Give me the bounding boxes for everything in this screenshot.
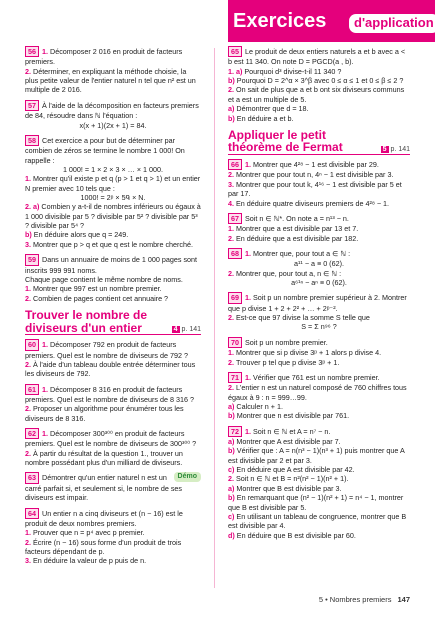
question-marker: 2.: [228, 474, 236, 484]
section-reference: [381, 146, 410, 153]
right-column: [228, 46, 410, 545]
exercise-text: 2. À l'aide d'un tableau double entrée déterminer tous les diviseurs de 792.: [25, 359, 196, 379]
exercise-70: [228, 337, 410, 367]
exercise-text: 2. À partir du résultat de la question 1., trouver un nombre possédant plus d'un milliard de diviseurs.: [25, 448, 183, 468]
exercise-text: 1. Soit n ∈ ℕ et A = n⁷ − n.: [245, 426, 331, 436]
question-marker: 1.: [42, 384, 50, 394]
exercise-number: 68: [228, 248, 242, 259]
exercise-text: 1. Vérifier que 761 est un nombre premier.: [245, 372, 380, 382]
exercise-text: 1. Décomposer 300³⁰⁰ en produit de facteurs premiers. Quel est le nombre de diviseurs de 300³⁰⁰ ?: [25, 429, 197, 449]
section-badge: 4: [173, 325, 178, 333]
exercise-text: 1. Décomposer 792 en produit de facteurs premiers. Quel est le nombre de diviseurs de 792 ?: [25, 340, 188, 360]
question-marker: b): [228, 493, 235, 503]
question-marker: 2.: [228, 170, 236, 180]
exercise-text: 1. Montrer que 997 est un nombre premier.: [25, 284, 162, 294]
question-marker: d): [228, 530, 235, 540]
question-marker: 1. a): [228, 66, 243, 76]
exercise-text: 1. Soit p un nombre premier supérieur à 2. Montrer que p divise 1 + 2 + 2² + … + 2ᵖ⁻².: [228, 293, 407, 313]
question-marker: 2.: [25, 293, 33, 303]
exercise-text: a) Démontrer que d = 18.: [228, 104, 309, 114]
exercise-59: [25, 254, 201, 303]
exercise-number: 59: [25, 254, 39, 265]
question-marker: b): [228, 446, 235, 456]
question-marker: c): [228, 465, 235, 475]
exercise-text: b) En déduire alors que q = 249.: [25, 230, 129, 240]
exercise-63: [25, 472, 201, 502]
question-marker: 2.: [228, 357, 236, 367]
exercise-text: 3. Montrer que pour tout k, 4¹⁶ − 1 est divisible par 5 et par 17.: [228, 179, 402, 199]
exercise-text: a) Montrer que A est divisible par 7.: [228, 437, 341, 447]
demo-badge: Démo: [174, 472, 201, 481]
question-marker: 2.: [25, 448, 33, 458]
exercise-text: 1. Montrer qu'il existe p et q (p > 1 et q > 1) et un entier N premier avec 10 tels que :: [25, 174, 201, 193]
section-page: p. 141: [390, 145, 410, 153]
exercise-56: [25, 46, 201, 95]
question-marker: 1.: [228, 348, 236, 358]
exercise-text: b) En déduire a et b.: [228, 113, 294, 123]
exercise-72: [228, 426, 410, 540]
exercise-number: 63: [25, 472, 39, 483]
section-heading: [228, 129, 410, 155]
exercise-text: a) Montrer que B est divisible par 3.: [228, 483, 342, 493]
exercise-text: 2. L'entier n est un naturel composé de 760 chiffres tous égaux à 9 : n = 999…99.: [228, 383, 407, 402]
question-marker: b): [228, 113, 235, 123]
exercise-text: Soit n ∈ ℕ*. On note a = n¹³ − n.: [245, 213, 349, 223]
section-page: p. 141: [181, 325, 201, 333]
exercise-text: 2. En déduire que a est divisible par 182.: [228, 233, 359, 243]
equation: 1 000! = 1 × 2 × 3 × … × 1 000.: [62, 164, 164, 174]
exercise-text: 2. Combien de pages contient cet annuaire ?: [25, 293, 169, 303]
column-divider: [214, 48, 215, 588]
question-marker: a): [228, 104, 235, 114]
equation: S = Σ n⁹⁶ ?: [301, 322, 337, 332]
exercise-text: 2. Déterminer, en expliquant la méthode choisie, la plus petite valeur de l'entier naturel n tel que n² est un multiple de 2 016.: [25, 66, 196, 95]
question-marker: 1.: [245, 426, 253, 436]
exercise-text: b) Montrer que n est divisible par 761.: [228, 411, 350, 421]
exercise-text: Le produit de deux entiers naturels a et b avec a < b est 11 340. On note D = PGCD(a , b).: [228, 47, 406, 67]
exercise-text: Chaque page contient le même nombre de noms.: [25, 274, 183, 284]
exercise-text: 2. Est-ce que 97 divise la somme S telle que: [228, 313, 370, 323]
exercise-68: [228, 248, 410, 287]
question-marker: 1.: [245, 248, 253, 258]
exercise-number: 60: [25, 339, 39, 350]
question-marker: 1.: [25, 284, 33, 294]
exercise-text: 1. Montrer que 4²⁸ − 1 est divisible par 29.: [245, 160, 379, 170]
section-title: Appliquer le petit théorème de Fermat: [228, 127, 343, 155]
question-marker: c): [228, 511, 235, 521]
exercise-67: [228, 213, 410, 243]
exercise-text: c) En déduire que A est divisible par 42.: [228, 465, 355, 475]
exercise-number: 64: [25, 508, 39, 519]
exercise-text: 2. Proposer un algorithme pour énumérer tous les diviseurs de 8 316.: [25, 404, 184, 423]
equation: a⁶¹ⁿ − aⁿ ≡ 0 (62).: [291, 278, 347, 288]
question-marker: 2.: [25, 66, 33, 76]
question-marker: 3.: [228, 179, 236, 189]
exercise-text: 1. Montrer que a est divisible par 13 et 7.: [228, 224, 359, 234]
question-marker: 2. a): [25, 202, 40, 212]
exercise-number: 70: [228, 337, 242, 348]
exercise-text: b) Pourquoi D = 2^α × 3^β avec 0 ≤ α ≤ 1 et 0 ≤ β ≤ 2 ?: [228, 76, 404, 86]
page-footer: [319, 595, 410, 605]
exercise-text: b) Vérifier que : A = n(n³ − 1)(n³ + 1) puis montrer que A est divisible par 2 et par 3.: [228, 446, 405, 465]
exercise-64: [25, 508, 201, 566]
exercise-text: 1. Montrer que si p divise 3ᵖ + 1 alors p divise 4.: [228, 348, 382, 358]
question-marker: 4.: [228, 198, 236, 208]
exercise-text: 2. Soit n ∈ ℕ et B = n²(n² − 1)(n² + 1).: [228, 474, 349, 484]
exercise-text: 3. Montrer que p > q et que q est le nombre cherché.: [25, 239, 194, 249]
exercise-text: c) En utilisant un tableau de congruence, montrer que B est divisible par 4.: [228, 511, 407, 531]
question-marker: 1.: [245, 372, 253, 382]
exercise-text: Cet exercice a pour but de déterminer par combien de zéros se termine le nombre 1 000! On rappelle :: [25, 135, 185, 165]
exercise-number: 56: [25, 46, 39, 57]
header-badge: d'application: [349, 14, 435, 33]
question-marker: 2.: [25, 359, 33, 369]
exercise-text: 1. Prouver que n = p⁴ avec p premier.: [25, 528, 145, 538]
exercise-62: [25, 428, 201, 467]
exercise-text: 1. Décomposer 2 016 en produit de facteurs premiers.: [25, 47, 183, 67]
exercise-number: 57: [25, 100, 39, 111]
question-marker: 1.: [245, 160, 253, 170]
question-marker: 2.: [25, 404, 33, 414]
question-marker: 2.: [228, 85, 236, 95]
exercise-61: [25, 384, 201, 423]
question-marker: 1.: [42, 47, 50, 56]
question-marker: a): [228, 401, 235, 411]
exercise-number: 62: [25, 428, 39, 439]
exercise-number: 69: [228, 292, 242, 303]
left-column: [25, 46, 201, 571]
question-marker: b): [25, 230, 32, 240]
equation: 1000! = 2ᵖ × 5ᑫ × N.: [80, 193, 146, 203]
exercise-text: 4. En déduire quatre diviseurs premiers de 4²⁸ − 1.: [228, 198, 390, 208]
exercise-text: 2. On sait de plus que a et b ont six diviseurs communs et a est un multiple de 5.: [228, 85, 405, 104]
exercise-number: 58: [25, 135, 39, 146]
exercise-text: 1. Montrer que, pour tout a ∈ ℕ :: [245, 248, 351, 258]
exercise-number: 67: [228, 213, 242, 224]
question-marker: b): [228, 411, 235, 421]
exercise-number: 66: [228, 159, 242, 170]
equation: x(x + 1)(2x + 1) = 84.: [79, 120, 147, 130]
exercise-text: 2. Écrire (n − 16) sous forme d'un produit de trois facteurs dépendant de p.: [25, 537, 182, 556]
exercise-text: 1. a) Pourquoi d³ divise-t-il 11 340 ?: [228, 66, 342, 76]
exercise-57: [25, 100, 201, 130]
exercise-text: 2. Montrer que, pour tout a, n ∈ ℕ :: [228, 268, 342, 278]
chapter-label: 5 • Nombres premiers: [318, 595, 392, 605]
question-marker: 2.: [228, 313, 236, 323]
exercise-65: [228, 46, 410, 123]
question-marker: 1.: [228, 224, 236, 234]
section-reference: [172, 326, 201, 333]
exercise-text: Soit p un nombre premier.: [245, 337, 328, 347]
exercise-number: 72: [228, 426, 242, 437]
exercise-66: [228, 159, 410, 208]
exercise-text: 1. Décomposer 8 316 en produit de facteurs premiers. Quel est le nombre de diviseurs de 8 316 ?: [25, 384, 194, 404]
section-badge: 5: [382, 145, 387, 153]
question-marker: 2.: [228, 268, 236, 278]
page-number: 147: [397, 595, 410, 605]
question-marker: 3.: [25, 239, 33, 249]
section-title: Trouver le nombre de diviseurs d'un entier: [25, 307, 148, 335]
question-marker: b): [228, 76, 235, 86]
exercise-text: Dans un annuaire de moins de 1 000 pages sont inscrits 999 991 noms.: [25, 255, 198, 275]
question-marker: 2.: [228, 233, 236, 243]
exercise-69: [228, 292, 410, 331]
question-marker: 1.: [42, 429, 50, 439]
exercise-text: Démontrer qu'un entier naturel n est un carré parfait si, et seulement si, le nombre de ses diviseurs est impair.: [25, 473, 182, 503]
exercise-text: 3. En déduire la valeur de p puis de n.: [25, 556, 147, 566]
exercise-text: 2. Montrer que pour tout n, 4ⁿ − 1 est divisible par 3.: [228, 170, 394, 180]
exercise-58: [25, 135, 201, 249]
question-marker: 1.: [25, 528, 33, 538]
equation: a¹¹ − a ≡ 0 (62).: [294, 259, 344, 269]
exercise-number: 71: [228, 372, 242, 383]
exercise-number: 65: [228, 46, 242, 57]
header-title: Exercices: [233, 10, 327, 32]
question-marker: 3.: [25, 556, 33, 566]
exercise-71: [228, 372, 410, 421]
exercise-text: a) Calculer n + 1.: [228, 401, 283, 411]
exercise-number: 61: [25, 384, 39, 395]
question-marker: a): [228, 483, 235, 493]
exercise-text: d) En déduire que B est divisible par 60.: [228, 530, 356, 540]
exercise-text: 2. Trouver p tel que p divise 3ᵖ + 1.: [228, 357, 340, 367]
question-marker: a): [228, 437, 235, 447]
exercise-60: [25, 339, 201, 378]
exercise-text: À l'aide de la décomposition en facteurs premiers de 84, résoudre dans ℕ l'équation :: [25, 100, 199, 121]
question-marker: 1.: [25, 174, 33, 184]
section-heading: [25, 309, 201, 335]
exercise-text: 2. a) Combien y a-t-il de nombres inférieurs ou égaux à 1 000 divisible par 5 ? divisible par 5² ? divisible par 5³ ? divisible par 5⁴ ?: [25, 202, 201, 231]
question-marker: 2.: [25, 537, 33, 547]
question-marker: 1.: [42, 340, 50, 350]
exercise-text: Un entier n a cinq diviseurs et (n − 16) est le produit de deux nombres premiers.: [25, 508, 183, 528]
question-marker: 1.: [245, 293, 253, 303]
page-header: [228, 0, 435, 42]
exercise-text: b) En remarquant que (n² − 1)(n² + 1) = n⁴ − 1, montrer que B est divisible par 5.: [228, 493, 404, 512]
question-marker: 2.: [228, 383, 236, 393]
